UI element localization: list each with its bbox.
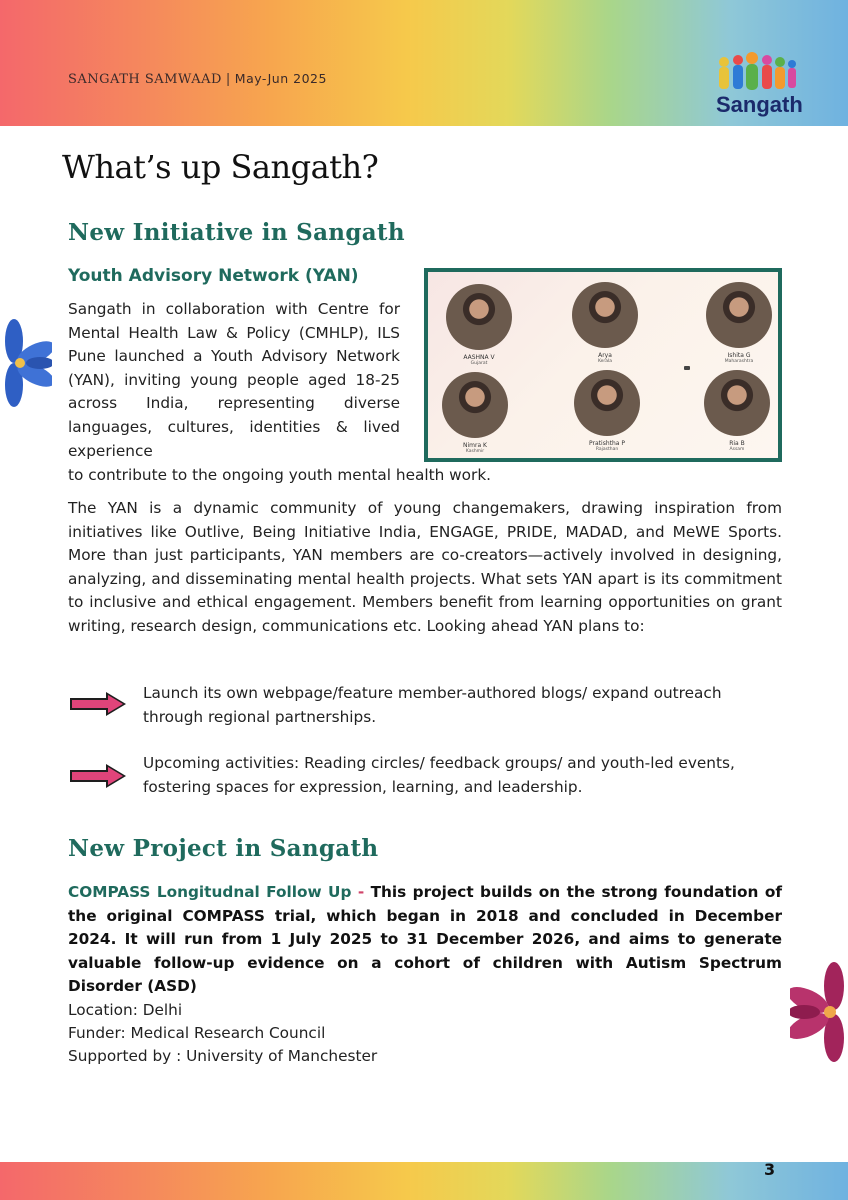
publication-header bbox=[68, 71, 327, 87]
project-heading: New Project in Sangath bbox=[68, 835, 379, 862]
logo-wordmark: Sangath bbox=[716, 92, 803, 117]
member-state: Assam bbox=[729, 447, 745, 452]
arrow-bullet-icon bbox=[68, 762, 128, 790]
plan-item: Upcoming activities: Reading circles/ feedback groups/ and youth-led events, fostering spaces for expression, learning, and leadership. bbox=[143, 754, 735, 796]
member-name: Nimra K bbox=[463, 442, 487, 449]
magenta-flower-decoration-icon bbox=[790, 962, 848, 1062]
header-separator: | bbox=[225, 72, 231, 87]
member-card bbox=[572, 370, 642, 453]
plan-item: Launch its own webpage/feature member-authored blogs/ expand outreach through regional partnerships. bbox=[143, 684, 722, 726]
member-state: Rajasthan bbox=[595, 447, 619, 452]
initiative-heading: New Initiative in Sangath bbox=[68, 219, 405, 246]
member-name: AASHNA V bbox=[463, 354, 495, 361]
member-state: Kerala bbox=[597, 359, 613, 364]
yan-subheading: Youth Advisory Network (YAN) bbox=[68, 266, 359, 286]
avatar bbox=[446, 284, 512, 350]
issue-date: May-Jun 2025 bbox=[234, 71, 327, 86]
member-name: Ria B bbox=[729, 440, 745, 447]
member-card bbox=[440, 372, 510, 455]
member-state: Gujarat bbox=[470, 361, 488, 366]
project-funder: Funder: Medical Research Council bbox=[68, 1024, 326, 1042]
member-card bbox=[704, 282, 774, 365]
yan-intro-paragraph: Sangath in collaboration with Centre for Mental Health Law & Policy (CMHLP), ILS Pune launched a Youth Advisory Network (YAN), inviting young people aged 18-25 across India, representing diverse languages, cultures, identities & lived experience bbox=[68, 300, 400, 460]
sangath-logo bbox=[712, 52, 812, 122]
project-location: Location: Delhi bbox=[68, 1001, 183, 1019]
member-state: Kashmir bbox=[465, 449, 485, 454]
member-name: Pratishtha P bbox=[589, 440, 625, 447]
avatar bbox=[572, 282, 638, 348]
page-number: 3 bbox=[764, 1160, 776, 1179]
yan-description-paragraph: The YAN is a dynamic community of young changemakers, drawing inspiration from initiatives like Outlive, Being Initiative India, ENGAGE, PRIDE, MADAD, and MeWE Sports. More than just participants, YAN members are co-creators—actively involved in designing, analyzing, and disseminating mental health projects. What sets YAN apart is its commitment to inclusive and ethical engagement. Members benefit from learning opportunities on grant writing, research design, communications etc. Looking ahead YAN plans to: bbox=[68, 499, 782, 635]
project-dash: - bbox=[351, 883, 371, 901]
yan-members-photo bbox=[424, 268, 782, 462]
bottom-rainbow-band bbox=[0, 1162, 848, 1200]
avatar bbox=[704, 370, 770, 436]
project-name: COMPASS Longitudnal Follow Up bbox=[68, 883, 352, 901]
member-name: Ishita G bbox=[727, 352, 751, 359]
project-summary: This project builds on the strong foundation of the original COMPASS trial, which began in 2018 and concluded in December 2024. It will run from 1 July 2025 to 31 December 2026, and aims to generate valuable follow-up evidence on a cohort of children with Autism Spectrum Disorder (ASD) bbox=[68, 883, 782, 996]
member-card bbox=[570, 282, 640, 365]
yan-intro-last-line: to contribute to the ongoing youth mental health work. bbox=[68, 466, 492, 484]
member-state: Maharashtra bbox=[724, 359, 754, 364]
member-card bbox=[702, 370, 772, 453]
avatar bbox=[706, 282, 772, 348]
member-name: Arya bbox=[598, 352, 612, 359]
decorative-marker bbox=[684, 366, 690, 370]
logo-figures-icon bbox=[712, 52, 812, 96]
blue-flower-decoration-icon bbox=[0, 318, 52, 408]
arrow-bullet-icon bbox=[68, 690, 128, 718]
project-supporter: Supported by : University of Manchester bbox=[68, 1047, 378, 1065]
page-title: What’s up Sangath? bbox=[62, 148, 379, 186]
project-description bbox=[68, 881, 782, 999]
avatar bbox=[574, 370, 640, 436]
publication-name: SANGATH SAMWAAD bbox=[68, 72, 222, 87]
avatar bbox=[442, 372, 508, 438]
member-card bbox=[444, 284, 514, 367]
